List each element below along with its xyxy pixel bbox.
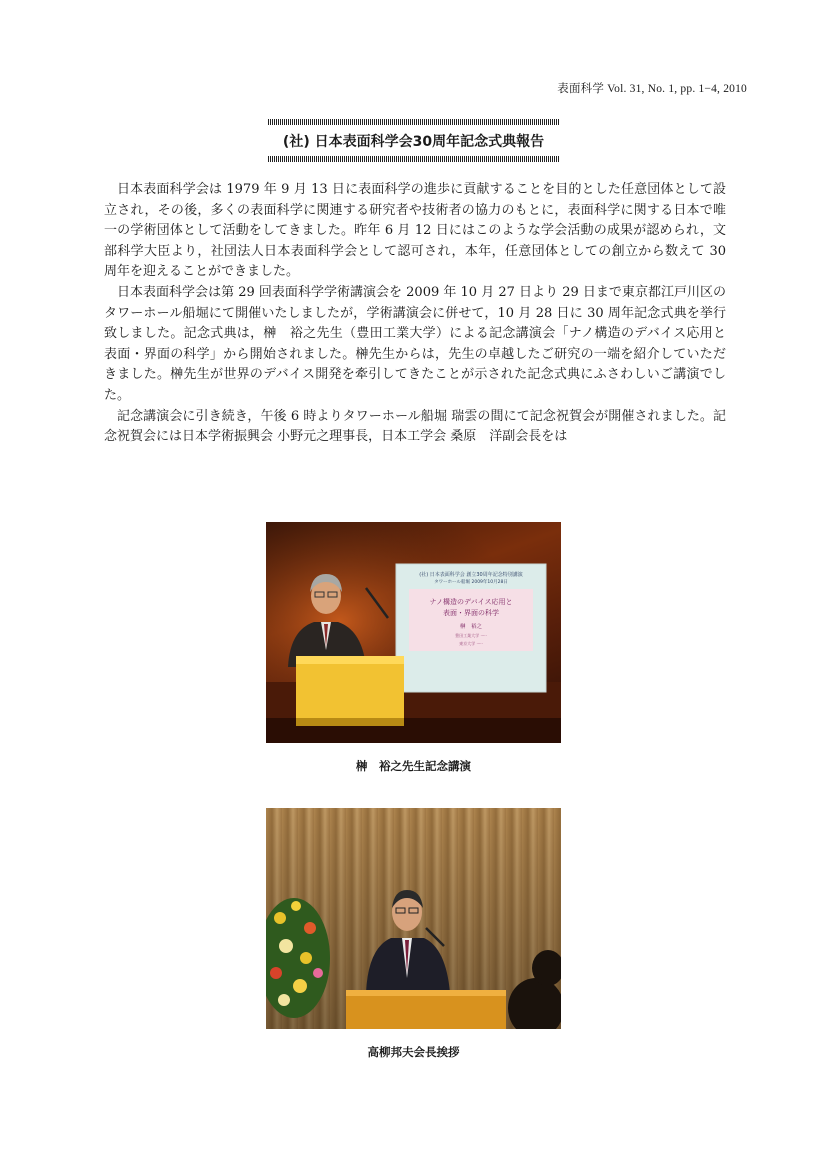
slide-affil-1: 豊田工業大学 ····· [455, 633, 487, 638]
slide-header-1: (社) 日本表面科学会 創立30周年記念特別講演 [419, 572, 523, 578]
greeting-scene [266, 808, 561, 1029]
paragraph-1: 日本表面科学会は 1979 年 9 月 13 日に表面科学の進歩に貢献することを目的とした任意団体として設立され，その後，多くの表面科学に関連する研究者や技術者の協力のもとに，表面科学に関する日本で唯一の学術団体として活動をしてきました。昨年 6 月 12 日にはこのような学会活動の成果が認められ，文部科学大臣より，社団法人日本表面科学会として認可され，本年，任意団体としての創立から数えて 30 周年を迎えることができました。 [104, 182, 726, 280]
podium [296, 656, 404, 726]
slide-affil-2: 東京大学 ····· [459, 641, 483, 646]
journal-reference: 表面科学 Vol. 31, No. 1, pp. 1−4, 2010 [557, 83, 747, 95]
lecture-photo-caption: 榊 裕之先生記念講演 [356, 759, 471, 773]
lecture-scene [266, 522, 561, 743]
paragraph-3: 記念講演会に引き続き，午後 6 時よりタワーホール船堀 瑞雲の間にて記念祝賀会が開催されました。記念祝賀会には日本学術振興会 小野元之理事長，日本工学会 桑原 洋副会長をは [104, 408, 726, 445]
lecture-photo [266, 522, 561, 743]
slide-title-1: ナノ構造のデバイス応用と [429, 598, 513, 606]
article-title: (社) 日本表面科学会30周年記念式典報告 [282, 134, 545, 150]
article-body [104, 180, 726, 448]
slide-title-2: 表面・界面の科学 [443, 609, 499, 617]
slide-speaker-name: 榊 裕之 [459, 624, 483, 630]
slide-header-2: タワーホール船堀 2009年10月28日 [434, 580, 508, 585]
greeting-photo [266, 808, 561, 1029]
paragraph-2: 日本表面科学会は第 29 回表面科学学術講演会を 2009 年 10 月 27 日より 29 日まで東京都江戸川区のタワーホール船堀にて開催いたしましたが，学術講演会に併せて，10 月 28 日に 30 周年記念式典を挙行致しました。記念式典は，榊 裕之先生（豊田工業大学）による記念講演会「ナノ構造のデバイス応用と表面・界面の科学」から開始されました。榊先生からは，先生の卓越したご研究の一端を紹介していただきました。榊先生が世界のデバイス開発を牽引してきたことが示された記念式典にふさわしいご講演でした。 [104, 284, 726, 403]
article-title-block [268, 119, 559, 162]
title-bottom-rule [268, 156, 559, 162]
greeting-photo-caption: 高柳邦夫会長挨拶 [367, 1045, 460, 1059]
